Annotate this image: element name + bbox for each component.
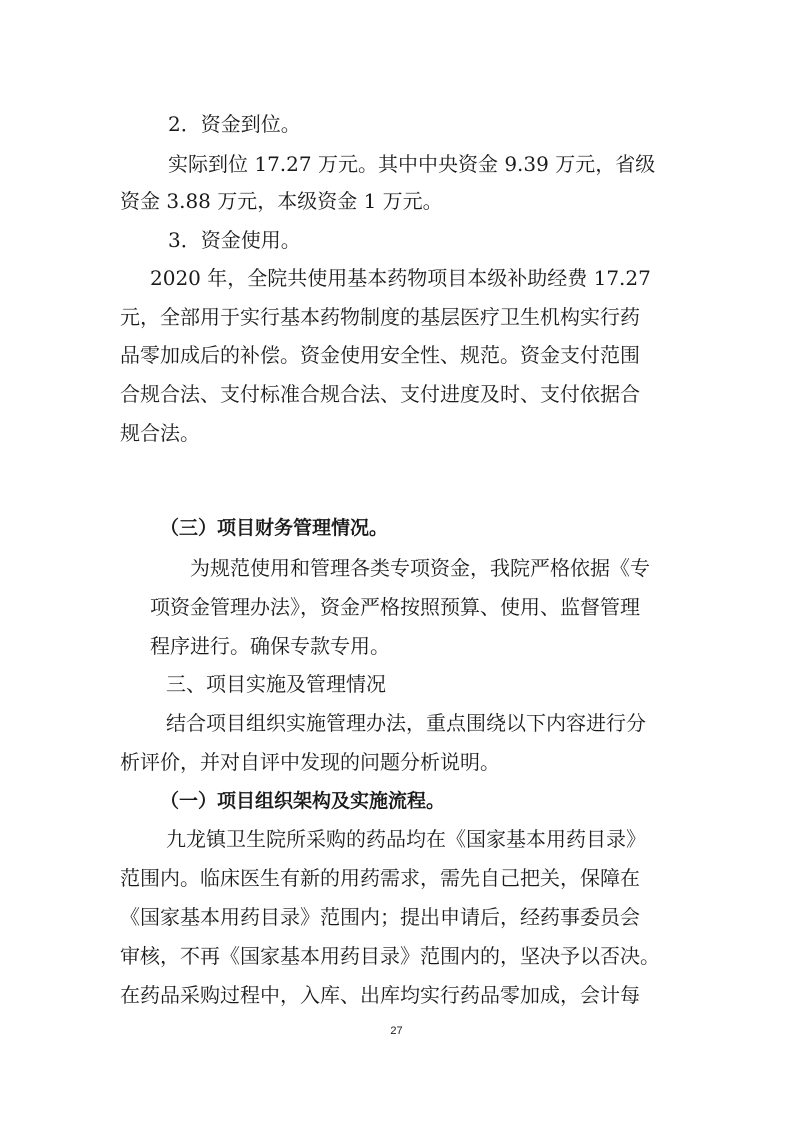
paragraph-line: 品零加成后的补偿。资金使用安全性、规范。资金支付范围 bbox=[120, 343, 640, 367]
paragraph-line: 实际到位 17.27 万元。其中中央资金 9.39 万元，省级 bbox=[168, 152, 656, 176]
section-heading-implementation: 三、项目实施及管理情况 bbox=[166, 672, 386, 696]
section-heading-organization: （一）项目组织架构及实施流程。 bbox=[160, 790, 446, 812]
paragraph-line: 在药品采购过程中，入库、出库均实行药品零加成，会计每 bbox=[120, 983, 640, 1007]
paragraph-line: 审核，不再《国家基本用药目录》范围内的，坚决予以否决。 bbox=[120, 944, 660, 968]
section-heading-funds-arrival: 2．资金到位。 bbox=[168, 112, 301, 136]
paragraph-line: 范围内。临床医生有新的用药需求，需先自己把关，保障在 bbox=[120, 866, 640, 890]
paragraph-line: 规合法。 bbox=[120, 421, 200, 445]
paragraph-line: 析评价，并对自评中发现的问题分析说明。 bbox=[120, 750, 500, 774]
paragraph-line: 九龙镇卫生院所采购的药品均在《国家基本用药目录》 bbox=[166, 827, 646, 851]
paragraph-line: 《国家基本用药目录》范围内；提出申请后，经药事委员会 bbox=[120, 905, 640, 929]
paragraph-line: 项资金管理办法》，资金严格按照预算、使用、监督管理 bbox=[150, 595, 640, 619]
paragraph-line: 合规合法、支付标准合规合法、支付进度及时、支付依据合 bbox=[120, 382, 640, 406]
paragraph-line: 元，全部用于实行基本药物制度的基层医疗卫生机构实行药 bbox=[120, 305, 640, 329]
paragraph-line: 程序进行。确保专款专用。 bbox=[150, 634, 390, 658]
paragraph-line: 为规范使用和管理各类专项资金，我院严格依据《专 bbox=[190, 556, 650, 580]
page-number: 27 bbox=[390, 1025, 403, 1037]
paragraph-line: 结合项目组织实施管理办法，重点围绕以下内容进行分 bbox=[166, 711, 646, 735]
paragraph-line: 2020 年，全院共使用基本药物项目本级补助经费 17.27 bbox=[150, 266, 651, 290]
section-heading-funds-use: 3．资金使用。 bbox=[168, 228, 301, 252]
paragraph-line: 资金 3.88 万元，本级资金 1 万元。 bbox=[120, 189, 443, 213]
section-heading-financial-management: （三）项目财务管理情况。 bbox=[160, 517, 389, 539]
